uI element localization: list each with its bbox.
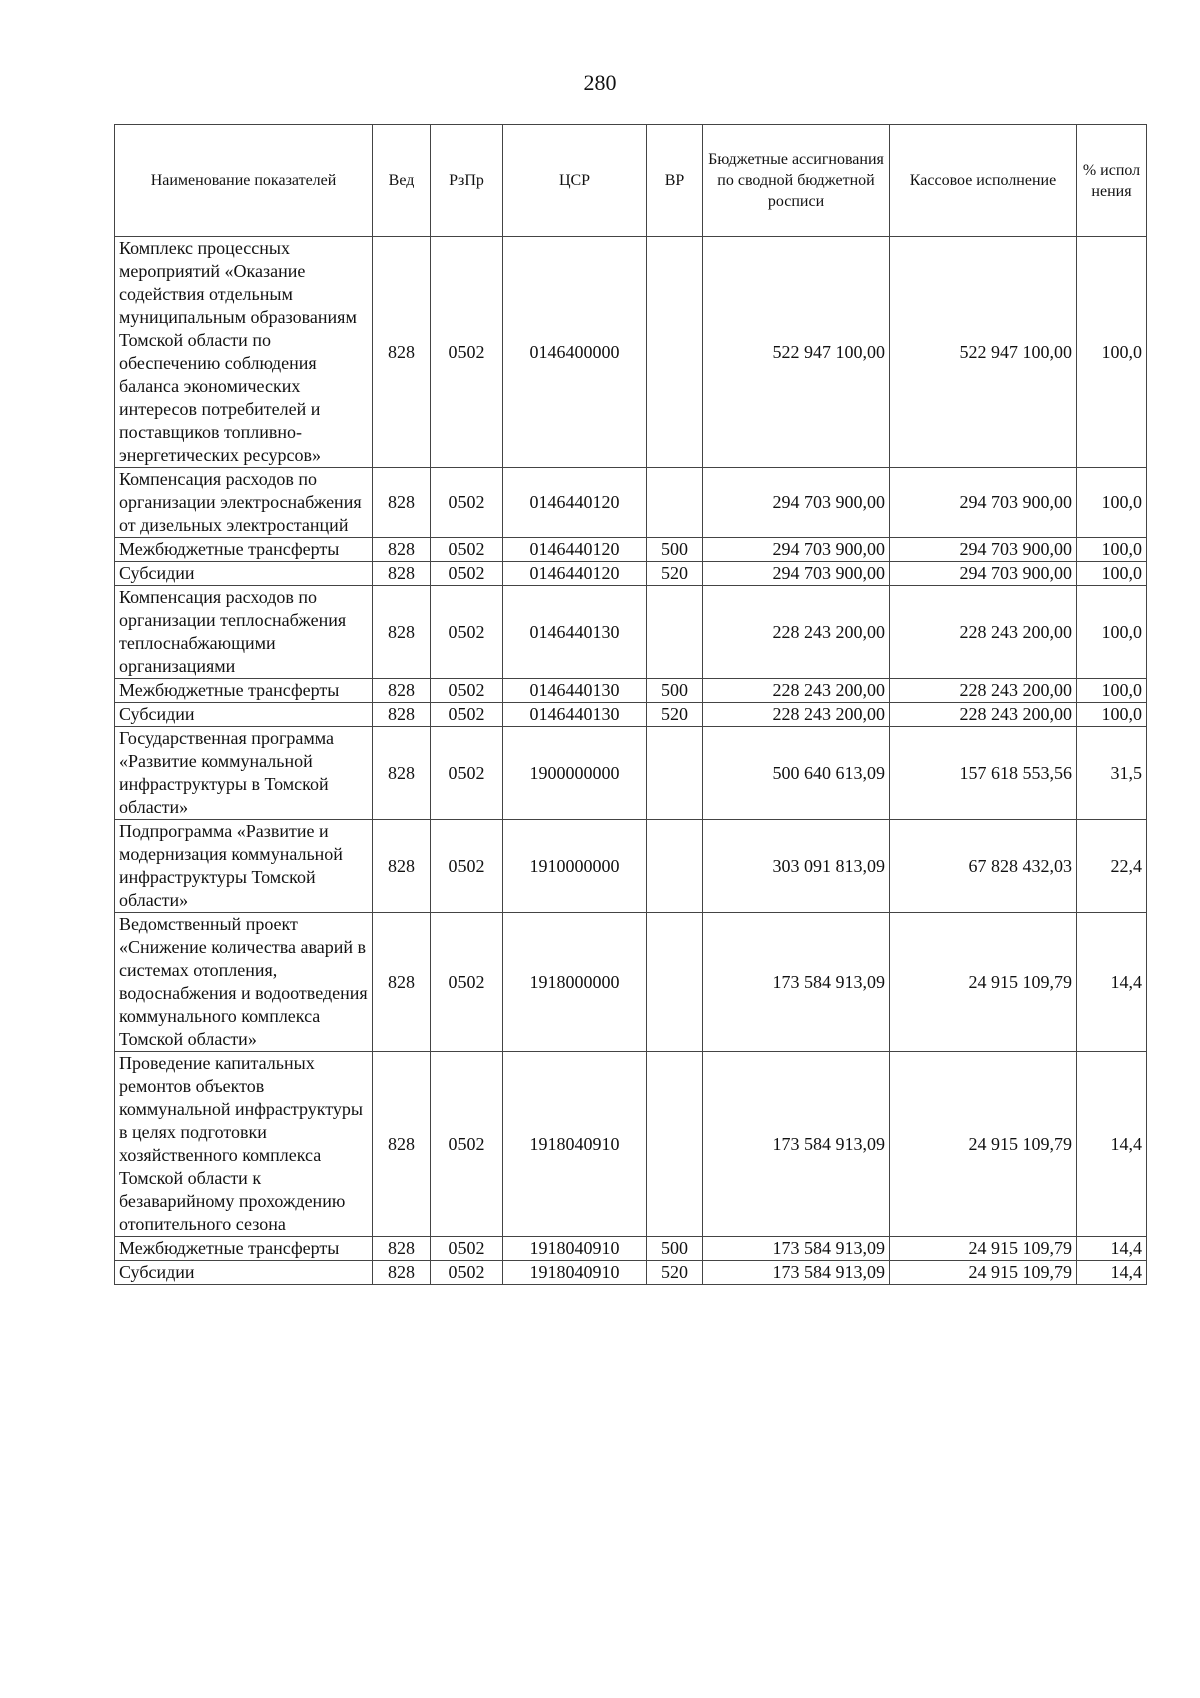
table-row xyxy=(115,468,1147,538)
cell-cash-execution: 24 915 109,79 xyxy=(890,1237,1077,1261)
header-vr: ВР xyxy=(647,125,703,237)
cell-budget-allocation: 294 703 900,00 xyxy=(703,468,890,538)
cell-cash-execution: 294 703 900,00 xyxy=(890,562,1077,586)
cell-vr: 520 xyxy=(647,562,703,586)
cell-execution-percent: 100,0 xyxy=(1077,237,1147,468)
table-row xyxy=(115,562,1147,586)
cell-ved: 828 xyxy=(373,468,431,538)
cell-csr: 1918040910 xyxy=(503,1261,647,1285)
cell-budget-allocation: 173 584 913,09 xyxy=(703,1261,890,1285)
table-row xyxy=(115,727,1147,820)
cell-budget-allocation: 294 703 900,00 xyxy=(703,562,890,586)
cell-vr: 500 xyxy=(647,538,703,562)
cell-vr xyxy=(647,727,703,820)
cell-cash-execution: 294 703 900,00 xyxy=(890,538,1077,562)
cell-rzpr: 0502 xyxy=(431,727,503,820)
cell-ved: 828 xyxy=(373,538,431,562)
cell-vr xyxy=(647,586,703,679)
table-header-row xyxy=(115,125,1147,237)
cell-execution-percent: 14,4 xyxy=(1077,1052,1147,1237)
cell-ved: 828 xyxy=(373,820,431,913)
cell-name: Субсидии xyxy=(115,703,373,727)
cell-cash-execution: 294 703 900,00 xyxy=(890,468,1077,538)
cell-name: Компенсация расходов по организации электроснабжения от дизельных электростанций xyxy=(115,468,373,538)
cell-name: Проведение капитальных ремонтов объектов коммунальной инфраструктуры в целях подготовки хозяйственного комплекса Томской области к безаварийному прохождению отопительного сезона xyxy=(115,1052,373,1237)
cell-execution-percent: 100,0 xyxy=(1077,703,1147,727)
cell-execution-percent: 100,0 xyxy=(1077,468,1147,538)
cell-execution-percent: 100,0 xyxy=(1077,538,1147,562)
cell-execution-percent: 14,4 xyxy=(1077,913,1147,1052)
cell-rzpr: 0502 xyxy=(431,679,503,703)
cell-rzpr: 0502 xyxy=(431,913,503,1052)
cell-budget-allocation: 500 640 613,09 xyxy=(703,727,890,820)
cell-name: Комплекс процессных мероприятий «Оказание содействия отдельным муниципальным образованиям Томской области по обеспечению соблюдения баланса экономических интересов потребителей и поставщиков топливно-энергетических ресурсов» xyxy=(115,237,373,468)
cell-rzpr: 0502 xyxy=(431,703,503,727)
cell-budget-allocation: 173 584 913,09 xyxy=(703,1052,890,1237)
cell-rzpr: 0502 xyxy=(431,820,503,913)
cell-budget-allocation: 303 091 813,09 xyxy=(703,820,890,913)
cell-rzpr: 0502 xyxy=(431,1261,503,1285)
table-body xyxy=(115,237,1147,1285)
cell-cash-execution: 157 618 553,56 xyxy=(890,727,1077,820)
cell-csr: 0146440120 xyxy=(503,538,647,562)
table-row xyxy=(115,1052,1147,1237)
table-row xyxy=(115,703,1147,727)
cell-ved: 828 xyxy=(373,1052,431,1237)
cell-ved: 828 xyxy=(373,703,431,727)
cell-rzpr: 0502 xyxy=(431,237,503,468)
cell-csr: 0146440130 xyxy=(503,586,647,679)
cell-csr: 0146400000 xyxy=(503,237,647,468)
header-ved: Вед xyxy=(373,125,431,237)
header-rzpr: РзПр xyxy=(431,125,503,237)
table-row xyxy=(115,1261,1147,1285)
cell-name: Межбюджетные трансферты xyxy=(115,1237,373,1261)
table-row xyxy=(115,237,1147,468)
cell-cash-execution: 522 947 100,00 xyxy=(890,237,1077,468)
cell-rzpr: 0502 xyxy=(431,1052,503,1237)
cell-rzpr: 0502 xyxy=(431,1237,503,1261)
cell-cash-execution: 228 243 200,00 xyxy=(890,586,1077,679)
cell-rzpr: 0502 xyxy=(431,562,503,586)
cell-vr xyxy=(647,468,703,538)
cell-budget-allocation: 228 243 200,00 xyxy=(703,703,890,727)
cell-rzpr: 0502 xyxy=(431,586,503,679)
cell-vr xyxy=(647,820,703,913)
cell-vr: 500 xyxy=(647,1237,703,1261)
header-cash-execution: Кассовое исполнение xyxy=(890,125,1077,237)
cell-execution-percent: 14,4 xyxy=(1077,1237,1147,1261)
cell-csr: 0146440130 xyxy=(503,703,647,727)
cell-name: Субсидии xyxy=(115,562,373,586)
cell-execution-percent: 31,5 xyxy=(1077,727,1147,820)
table-row xyxy=(115,679,1147,703)
cell-vr: 520 xyxy=(647,703,703,727)
cell-cash-execution: 228 243 200,00 xyxy=(890,679,1077,703)
page-number: 280 xyxy=(583,70,617,95)
cell-ved: 828 xyxy=(373,727,431,820)
header-csr: ЦСР xyxy=(503,125,647,237)
cell-csr: 1910000000 xyxy=(503,820,647,913)
cell-name: Компенсация расходов по организации теплоснабжения теплоснабжающими организациями xyxy=(115,586,373,679)
cell-vr xyxy=(647,1052,703,1237)
cell-name: Государственная программа «Развитие коммунальной инфраструктуры в Томской области» xyxy=(115,727,373,820)
cell-csr: 0146440130 xyxy=(503,679,647,703)
cell-vr: 520 xyxy=(647,1261,703,1285)
cell-ved: 828 xyxy=(373,1261,431,1285)
cell-budget-allocation: 228 243 200,00 xyxy=(703,679,890,703)
header-name: Наименование показателей xyxy=(115,125,373,237)
cell-budget-allocation: 522 947 100,00 xyxy=(703,237,890,468)
cell-cash-execution: 24 915 109,79 xyxy=(890,1261,1077,1285)
table-row xyxy=(115,586,1147,679)
table-row xyxy=(115,820,1147,913)
cell-name: Межбюджетные трансферты xyxy=(115,538,373,562)
cell-name: Межбюджетные трансферты xyxy=(115,679,373,703)
cell-ved: 828 xyxy=(373,913,431,1052)
table-row xyxy=(115,913,1147,1052)
cell-cash-execution: 24 915 109,79 xyxy=(890,913,1077,1052)
table-row xyxy=(115,538,1147,562)
cell-execution-percent: 100,0 xyxy=(1077,586,1147,679)
cell-vr: 500 xyxy=(647,679,703,703)
cell-csr: 1918040910 xyxy=(503,1052,647,1237)
cell-csr: 1918040910 xyxy=(503,1237,647,1261)
cell-rzpr: 0502 xyxy=(431,538,503,562)
cell-csr: 1918000000 xyxy=(503,913,647,1052)
cell-ved: 828 xyxy=(373,586,431,679)
cell-execution-percent: 100,0 xyxy=(1077,562,1147,586)
cell-csr: 1900000000 xyxy=(503,727,647,820)
cell-csr: 0146440120 xyxy=(503,468,647,538)
cell-vr xyxy=(647,913,703,1052)
cell-cash-execution: 24 915 109,79 xyxy=(890,1052,1077,1237)
cell-budget-allocation: 294 703 900,00 xyxy=(703,538,890,562)
cell-execution-percent: 100,0 xyxy=(1077,679,1147,703)
cell-budget-allocation: 173 584 913,09 xyxy=(703,1237,890,1261)
cell-ved: 828 xyxy=(373,562,431,586)
budget-table xyxy=(114,124,1147,1285)
cell-ved: 828 xyxy=(373,679,431,703)
header-budget-allocations: Бюджетные ассигнования по сводной бюджетной росписи xyxy=(703,125,890,237)
cell-budget-allocation: 228 243 200,00 xyxy=(703,586,890,679)
header-execution-percent: % испол нения xyxy=(1077,125,1147,237)
cell-rzpr: 0502 xyxy=(431,468,503,538)
cell-name: Ведомственный проект «Снижение количества аварий в системах отопления, водоснабжения и водоотведения коммунального комплекса Томской области» xyxy=(115,913,373,1052)
cell-budget-allocation: 173 584 913,09 xyxy=(703,913,890,1052)
cell-ved: 828 xyxy=(373,237,431,468)
cell-execution-percent: 22,4 xyxy=(1077,820,1147,913)
cell-csr: 0146440120 xyxy=(503,562,647,586)
cell-cash-execution: 228 243 200,00 xyxy=(890,703,1077,727)
cell-name: Подпрограмма «Развитие и модернизация коммунальной инфраструктуры Томской области» xyxy=(115,820,373,913)
cell-ved: 828 xyxy=(373,1237,431,1261)
cell-cash-execution: 67 828 432,03 xyxy=(890,820,1077,913)
cell-execution-percent: 14,4 xyxy=(1077,1261,1147,1285)
cell-vr xyxy=(647,237,703,468)
cell-name: Субсидии xyxy=(115,1261,373,1285)
table-row xyxy=(115,1237,1147,1261)
